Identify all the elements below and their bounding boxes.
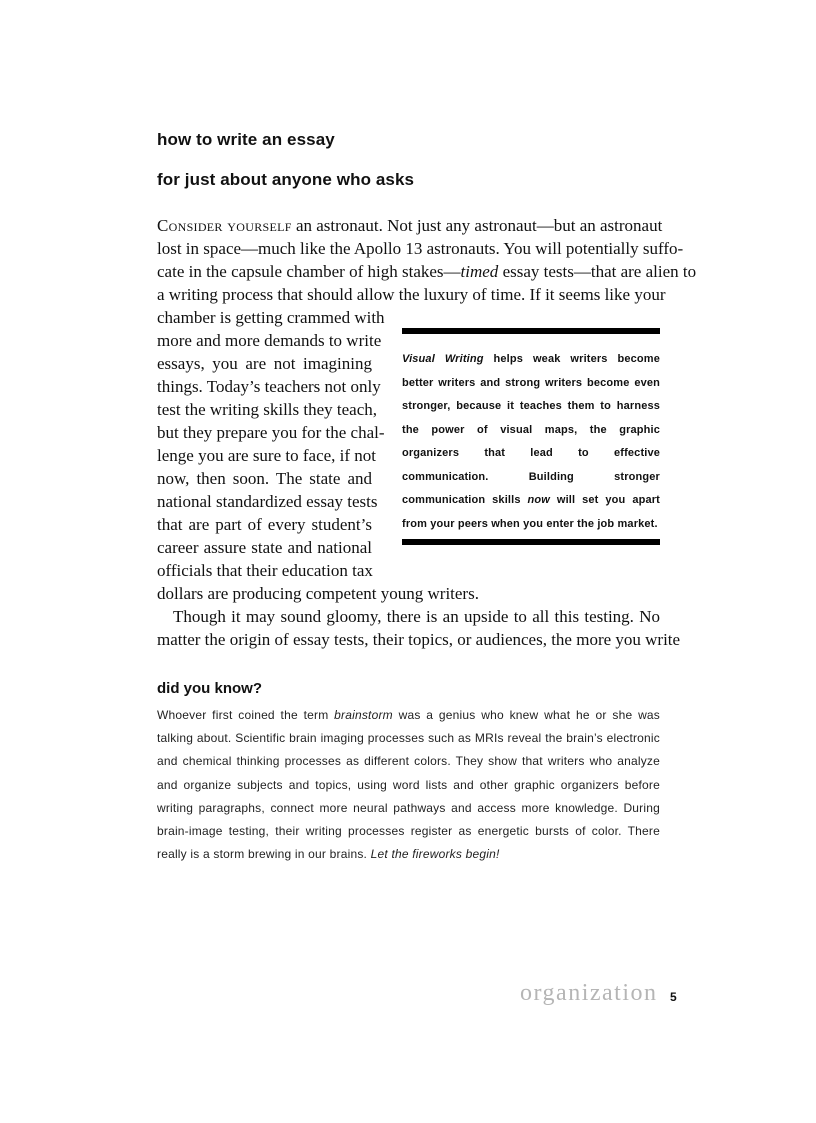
body-line: that are part of every student’s [157,515,372,534]
emphasis: now [527,494,550,506]
sidebar-callout: Visual Writing helps weak writers become better writers and strong writers become even stronger, because it teaches them to harness the power of visual maps, the graphic organizers that lead to effective communication. Building stronger communication skills now will set you apart from your peers when you enter the job market. [402,353,660,530]
body-line: dollars are producing competent young writers. [157,584,479,603]
page-number: 5 [670,990,677,1004]
body-line: test the writing skills they teach, [157,400,378,419]
body-line: matter the origin of essay tests, their topics, or audiences, the more you write [157,630,681,649]
body-line: lost in space—much like the Apollo 13 astronauts. You will potentially suffo- [157,239,684,258]
body-line: lenge you are sure to face, if not [157,446,377,465]
body-line: career assure state and national [157,538,372,557]
body-line: things. Today’s teachers not only [157,377,381,396]
body-line: essays, you are not imagining [157,354,372,373]
emphasis: brainstorm [334,708,393,722]
body-line: chamber is getting crammed with [157,308,385,327]
body-line: cate in the capsule chamber of high stakes—timed essay tests—that are alien to [157,262,697,281]
body-line: Consider yourself an astronaut. Not just any astronaut—but an astronaut [157,216,663,235]
chapter-title: how to write an essay [157,130,335,149]
emphasis: Let the fireworks begin! [370,847,500,862]
emphasis: Visual Writing [402,353,484,365]
body-line: Though it may sound gloomy, there is an upside to all this testing. No [173,607,660,626]
sidebar-top-rule [402,328,660,334]
body-line: but they prepare you for the chal- [157,423,385,442]
sidebar-bottom-rule [402,539,660,545]
body-line: now, then soon. The state and [157,469,372,488]
section-name: organization [520,980,658,1006]
chapter-subtitle: for just about anyone who asks [157,170,415,189]
emphasis: timed [460,262,499,281]
body-line: a writing process that should allow the luxury of time. If it seems like your [157,285,666,304]
body-line: national standardized essay tests [157,492,378,511]
body-line: officials that their education tax [157,561,373,580]
body-line: more and more demands to write [157,331,382,350]
did-you-know-text: Whoever first coined the term brainstorm was a genius who knew what he or she was talking about. Scientific brain imaging processes such as MRIs reveal the brain’s electronic and chemical thinking processes as different colors. They show that writers who analyze and organize subjects and topics, using word lists and other graphic organizers before writing paragraphs, connect more neural pathways and access more knowledge. During brain-image testing, their writing processes register as energetic bursts of color. There really is a storm brewing in our brains. Let the fireworks begin! [157,708,661,862]
did-you-know-heading: did you know? [157,680,262,697]
lead-in: Consider yourself [157,216,292,235]
